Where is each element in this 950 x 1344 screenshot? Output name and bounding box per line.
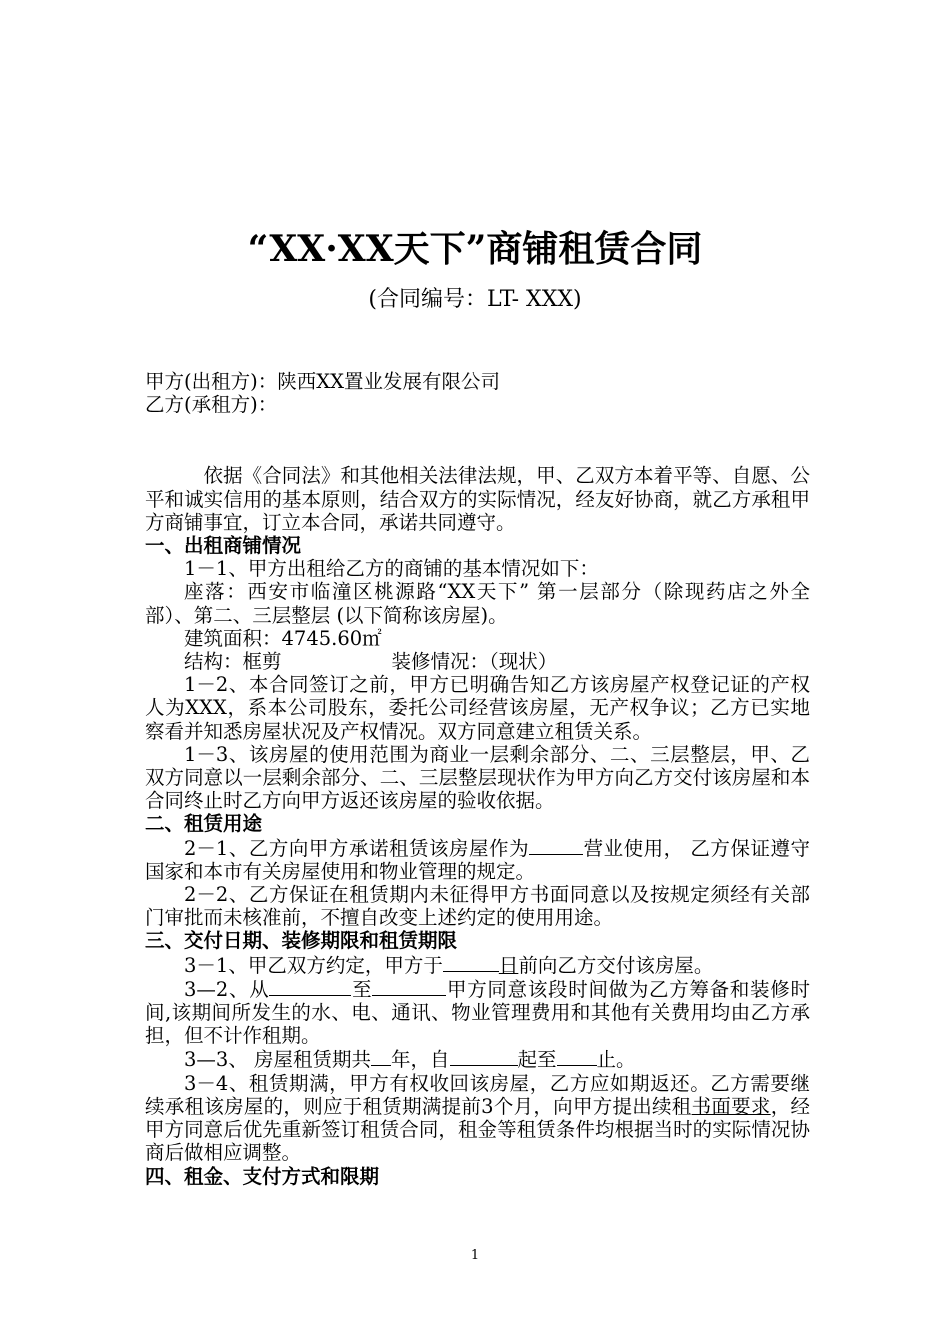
- clause-text: 止。: [596, 1048, 636, 1072]
- clause-3-1: [145, 953, 810, 977]
- blank-line: [371, 1047, 391, 1066]
- clause-text: 起至: [517, 1048, 557, 1072]
- page-number: 1: [470, 1248, 480, 1263]
- clause-text: 3－1、甲乙双方约定，甲方于: [184, 953, 443, 977]
- blank-line: [557, 1047, 597, 1066]
- blank-line: [269, 977, 351, 996]
- clause-text: 甲方同意该段时间做为乙方筹备和装修时间,该期间所发生的水、电、通讯、物业管理费用和其他有关费用均由乙方承担，但不计作租期。: [145, 977, 810, 1048]
- section-heading-3: 三、交付日期、装修期限和租赁期限: [145, 929, 458, 953]
- clause-text: 3－4、租赁期满，甲方有权收回该房屋，乙方应如期返还。乙方需要继续承租该房屋的，则应于租赁期满提前3个月，向甲方提出续租: [145, 1071, 810, 1118]
- spacer: [145, 416, 810, 464]
- clause-2-2: 2－2、乙方保证在租赁期内未征得甲方书面同意以及按规定须经有关部门审批而未核准前，不擅自改变上述约定的使用用途。: [145, 883, 810, 930]
- contract-title: “XX·XX天下”商铺租赁合同: [247, 228, 703, 270]
- underlined-text: 书面要求: [691, 1094, 771, 1118]
- clause-text: 营业使用， 乙方保证遵守国家和本市有关房屋使用和物业管理的规定。: [145, 836, 810, 883]
- party-a: 甲方(出租方)：陕西XX置业发展有限公司: [145, 370, 500, 393]
- clause-text: 2－1、乙方向甲方承诺租赁该房屋作为: [184, 836, 530, 860]
- clause-1-2: 1－2、本合同签订之前，甲方已明确告知乙方该房屋产权登记证的产权人为XXX，系本公司股东，委托公司经营该房屋，无产权争议；乙方已实地察看并知悉房屋状况及产权情况。双方同意建立租赁关系。: [145, 673, 810, 743]
- intro-paragraph: 依据《合同法》和其他相关法律法规，甲、乙双方本着平等、自愿、公平和诚实信用的基本原则，结合双方的实际情况，经友好协商，就乙方承租甲方商铺事宜，订立本合同，承诺共同遵守。: [145, 464, 810, 534]
- clause-location: 座落：西安市临潼区桃源路“XX天下” 第一层部分（除现药店之外全部）、第二、三层整层 (以下简称该房屋)。: [145, 580, 810, 627]
- section-heading-4: 四、租金、支付方式和限期: [145, 1164, 380, 1188]
- contract-body: [145, 370, 810, 1188]
- clause-3-2: [145, 977, 810, 1048]
- structure-text: 结构：框剪: [184, 650, 282, 674]
- blank-line: [450, 1047, 518, 1066]
- clause-text: 前向乙方交付该房屋。: [518, 953, 714, 977]
- clause-area: 建筑面积：4745.60㎡: [184, 626, 382, 650]
- clause-3-3: [145, 1047, 810, 1071]
- clause-1-1: 1－1、甲方出租给乙方的商铺的基本情况如下：: [184, 557, 599, 581]
- decoration-text: 装修情况：（现状）: [391, 650, 558, 674]
- clause-text: 年，自: [391, 1048, 450, 1072]
- clause-1-3: 1－3、该房屋的使用范围为商业一层剩余部分、二、三层整层，甲、乙双方同意以一层剩余部分、二、三层整层现状作为甲方向乙方交付该房屋和本合同终止时乙方向甲方返还该房屋的验收依据。: [145, 742, 810, 813]
- clause-text: 3—3、 房屋租赁期共: [184, 1048, 372, 1072]
- clause-text: ，经甲方同意后优先重新签订租赁合同，租金等租赁条件均根据当时的实际情况协商后做相应调整。: [145, 1094, 810, 1165]
- clause-2-1: [145, 836, 810, 883]
- blank-line: [443, 953, 499, 972]
- clause-text: 3—2、从: [184, 977, 270, 1001]
- party-b: 乙方(承租方)：: [145, 393, 278, 417]
- blank-line: [529, 836, 583, 855]
- contract-number: (合同编号：LT- XXX): [368, 287, 582, 312]
- clause-3-4: [145, 1072, 810, 1165]
- blank-line: [372, 977, 446, 996]
- section-heading-1: 一、出租商铺情况: [145, 534, 302, 558]
- underlined-text: 日: [498, 953, 519, 977]
- clause-structure: [145, 650, 810, 673]
- section-heading-2: 二、租赁用途: [145, 812, 263, 836]
- clause-text: 至: [351, 977, 373, 1001]
